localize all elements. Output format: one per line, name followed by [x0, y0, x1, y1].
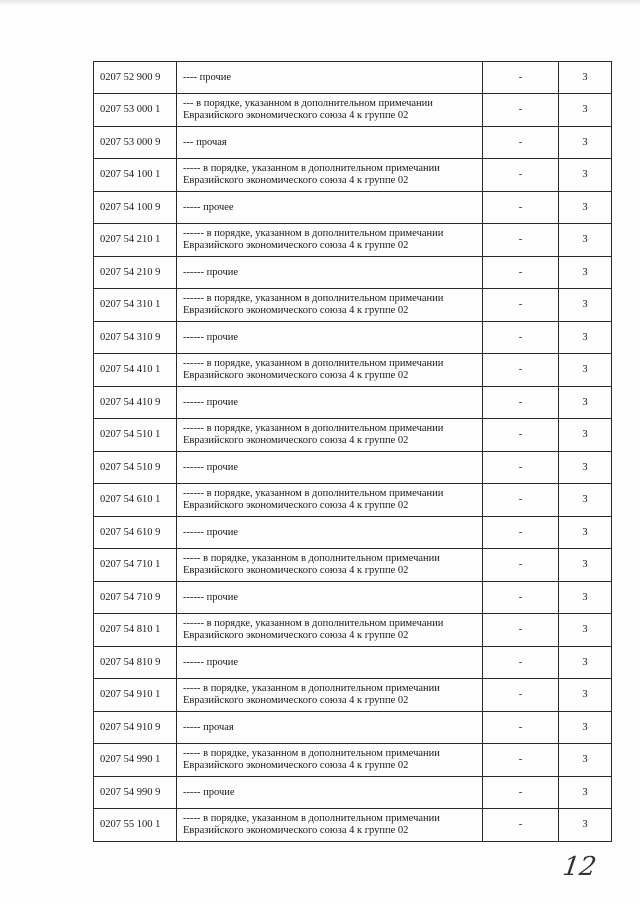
tariff-code-cell: 0207 54 810 1 [94, 614, 177, 647]
rate-cell: 3 [559, 257, 612, 289]
tariff-code-cell: 0207 54 410 1 [94, 354, 177, 387]
rate-cell: 3 [559, 354, 612, 387]
unit-cell: - [483, 777, 559, 809]
tariff-code-cell: 0207 54 610 1 [94, 484, 177, 517]
description-cell: ---- прочие [177, 62, 483, 94]
tariff-code-cell: 0207 52 900 9 [94, 62, 177, 94]
description-cell: ------ прочие [177, 582, 483, 614]
table-row [94, 322, 612, 354]
rate-cell: 3 [559, 517, 612, 549]
table-row [94, 62, 612, 94]
description-cell: ------ прочие [177, 517, 483, 549]
description-cell: ------ прочие [177, 452, 483, 484]
table-row [94, 809, 612, 842]
tariff-code-cell: 0207 54 990 1 [94, 744, 177, 777]
table-row [94, 452, 612, 484]
description-cell: ----- прочее [177, 192, 483, 224]
rate-cell: 3 [559, 419, 612, 452]
unit-cell: - [483, 127, 559, 159]
description-cell: ----- в порядке, указанном в дополнительном примечании Евразийского экономического союза 4 к группе 02 [177, 549, 483, 582]
table-row [94, 127, 612, 159]
description-cell: ------ в порядке, указанном в дополнительном примечании Евразийского экономического союза 4 к группе 02 [177, 419, 483, 452]
table-row [94, 517, 612, 549]
table-row [94, 679, 612, 712]
description-cell: ------ прочие [177, 387, 483, 419]
description-cell: ------ прочие [177, 647, 483, 679]
rate-cell: 3 [559, 614, 612, 647]
rate-cell: 3 [559, 387, 612, 419]
table-row [94, 484, 612, 517]
rate-cell: 3 [559, 647, 612, 679]
tariff-code-cell: 0207 54 510 9 [94, 452, 177, 484]
tariff-table-body [94, 62, 612, 842]
rate-cell: 3 [559, 582, 612, 614]
rate-cell: 3 [559, 809, 612, 842]
rate-cell: 3 [559, 289, 612, 322]
tariff-table [93, 61, 612, 842]
unit-cell: - [483, 517, 559, 549]
description-cell: ----- в порядке, указанном в дополнительном примечании Евразийского экономического союза 4 к группе 02 [177, 809, 483, 842]
tariff-code-cell: 0207 53 000 9 [94, 127, 177, 159]
description-cell: --- прочая [177, 127, 483, 159]
unit-cell: - [483, 744, 559, 777]
rate-cell: 3 [559, 159, 612, 192]
rate-cell: 3 [559, 679, 612, 712]
table-row [94, 582, 612, 614]
unit-cell: - [483, 419, 559, 452]
description-cell: ----- прочие [177, 777, 483, 809]
description-cell: ------ в порядке, указанном в дополнительном примечании Евразийского экономического союза 4 к группе 02 [177, 354, 483, 387]
unit-cell: - [483, 289, 559, 322]
unit-cell: - [483, 224, 559, 257]
unit-cell: - [483, 452, 559, 484]
unit-cell: - [483, 257, 559, 289]
tariff-code-cell: 0207 53 000 1 [94, 94, 177, 127]
description-cell: ----- в порядке, указанном в дополнительном примечании Евразийского экономического союза 4 к группе 02 [177, 744, 483, 777]
description-cell: ----- в порядке, указанном в дополнительном примечании Евразийского экономического союза 4 к группе 02 [177, 679, 483, 712]
rate-cell: 3 [559, 549, 612, 582]
table-row [94, 257, 612, 289]
rate-cell: 3 [559, 94, 612, 127]
rate-cell: 3 [559, 744, 612, 777]
unit-cell: - [483, 679, 559, 712]
description-cell: ----- прочая [177, 712, 483, 744]
table-row [94, 224, 612, 257]
description-cell: ------ в порядке, указанном в дополнительном примечании Евразийского экономического союза 4 к группе 02 [177, 224, 483, 257]
unit-cell: - [483, 62, 559, 94]
table-row [94, 419, 612, 452]
unit-cell: - [483, 614, 559, 647]
tariff-code-cell: 0207 54 100 1 [94, 159, 177, 192]
rate-cell: 3 [559, 127, 612, 159]
unit-cell: - [483, 322, 559, 354]
tariff-code-cell: 0207 54 990 9 [94, 777, 177, 809]
unit-cell: - [483, 712, 559, 744]
tariff-code-cell: 0207 54 410 9 [94, 387, 177, 419]
description-cell: ------ прочие [177, 257, 483, 289]
rate-cell: 3 [559, 224, 612, 257]
unit-cell: - [483, 809, 559, 842]
table-row [94, 159, 612, 192]
description-cell: ------ в порядке, указанном в дополнительном примечании Евразийского экономического союза 4 к группе 02 [177, 614, 483, 647]
tariff-code-cell: 0207 54 210 9 [94, 257, 177, 289]
tariff-code-cell: 0207 54 310 1 [94, 289, 177, 322]
tariff-code-cell: 0207 54 510 1 [94, 419, 177, 452]
tariff-code-cell: 0207 54 710 1 [94, 549, 177, 582]
description-cell: ------ в порядке, указанном в дополнительном примечании Евразийского экономического союза 4 к группе 02 [177, 289, 483, 322]
tariff-code-cell: 0207 54 810 9 [94, 647, 177, 679]
unit-cell: - [483, 582, 559, 614]
unit-cell: - [483, 354, 559, 387]
description-cell: ------ прочие [177, 322, 483, 354]
rate-cell: 3 [559, 712, 612, 744]
description-cell: ------ в порядке, указанном в дополнительном примечании Евразийского экономического союза 4 к группе 02 [177, 484, 483, 517]
table-row [94, 777, 612, 809]
table-row [94, 387, 612, 419]
description-cell: --- в порядке, указанном в дополнительном примечании Евразийского экономического союза 4 к группе 02 [177, 94, 483, 127]
tariff-code-cell: 0207 55 100 1 [94, 809, 177, 842]
unit-cell: - [483, 192, 559, 224]
table-row [94, 647, 612, 679]
table-row [94, 614, 612, 647]
rate-cell: 3 [559, 484, 612, 517]
rate-cell: 3 [559, 452, 612, 484]
unit-cell: - [483, 387, 559, 419]
table-row [94, 354, 612, 387]
tariff-code-cell: 0207 54 100 9 [94, 192, 177, 224]
table-row [94, 94, 612, 127]
description-cell: ----- в порядке, указанном в дополнительном примечании Евразийского экономического союза 4 к группе 02 [177, 159, 483, 192]
unit-cell: - [483, 94, 559, 127]
unit-cell: - [483, 484, 559, 517]
tariff-code-cell: 0207 54 210 1 [94, 224, 177, 257]
tariff-code-cell: 0207 54 610 9 [94, 517, 177, 549]
rate-cell: 3 [559, 192, 612, 224]
tariff-code-cell: 0207 54 910 9 [94, 712, 177, 744]
unit-cell: - [483, 549, 559, 582]
page-number: 12 [560, 852, 599, 882]
table-row [94, 549, 612, 582]
tariff-code-cell: 0207 54 710 9 [94, 582, 177, 614]
unit-cell: - [483, 159, 559, 192]
rate-cell: 3 [559, 322, 612, 354]
rate-cell: 3 [559, 62, 612, 94]
tariff-code-cell: 0207 54 910 1 [94, 679, 177, 712]
scan-top-edge [0, 0, 640, 6]
tariff-code-cell: 0207 54 310 9 [94, 322, 177, 354]
rate-cell: 3 [559, 777, 612, 809]
table-row [94, 744, 612, 777]
table-row [94, 712, 612, 744]
table-row [94, 289, 612, 322]
table-row [94, 192, 612, 224]
unit-cell: - [483, 647, 559, 679]
